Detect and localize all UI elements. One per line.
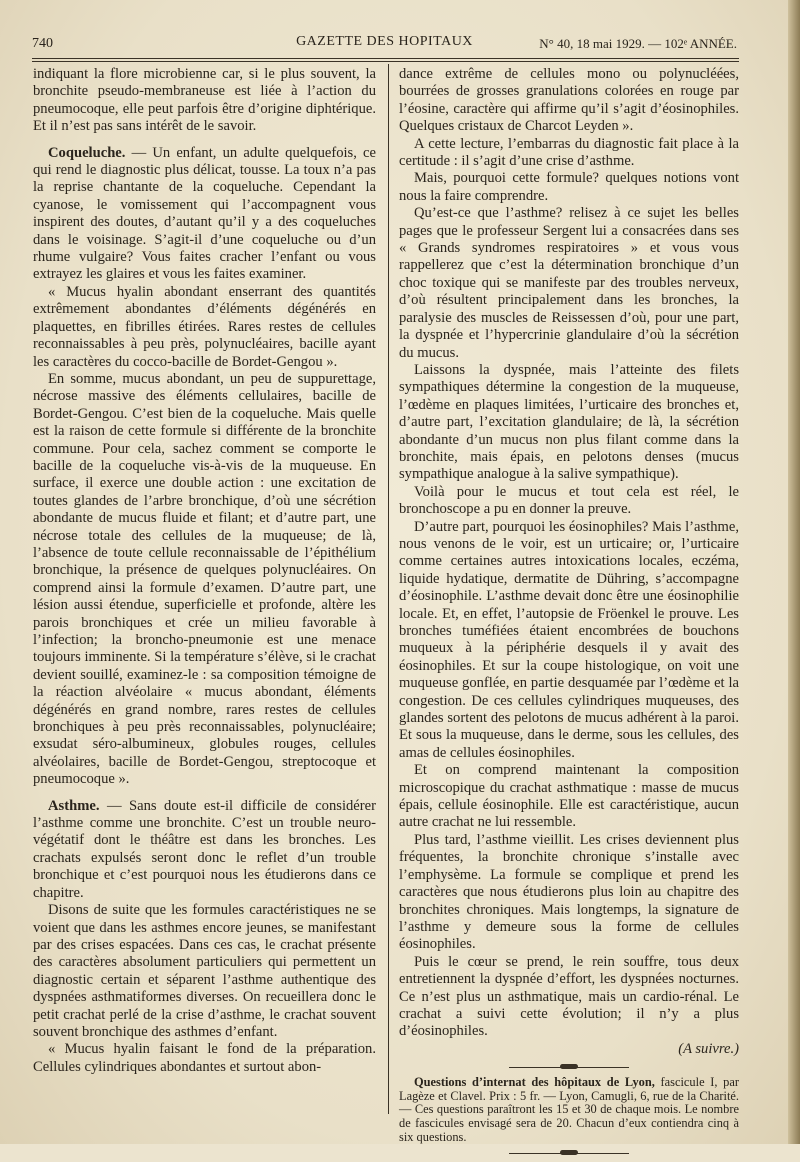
journal-title: GAZETTE DES HOPITAUX	[296, 34, 473, 49]
page-edge	[788, 0, 800, 1144]
paragraph: Laissons la dyspnée, mais l’atteinte des filets sympathiques détermine la congestion de la muqueuse, l’œdème en plaques limitées, l’urticaire des bronches et, d’autre part, l’excitation glandulaire; de là, la sécrétion abondante d’un mucus non plus filant comme dans la bronchite, mais épais, en pelotons denses (mucus sympathique analogue à la salive sympathique).	[399, 361, 739, 483]
paragraph: A cette lecture, l’embarras du diagnostic fait place à la certitude : il s’agit d’une crise d’asthme.	[399, 135, 739, 170]
paragraph: Plus tard, l’asthme vieillit. Les crises deviennent plus fréquentes, la bronchite chronique s’installe avec l’emphysème. La formule se complique et prend les caractères que nous étudierons plus loin au chapitre des bronchites chroniques. Mais longtemps, la signature de l’asthme y demeure sous la forme de cellules éosinophiles.	[399, 831, 739, 953]
section-heading-coqueluche: Coqueluche.	[48, 144, 126, 161]
ornament-icon	[560, 1150, 578, 1155]
paragraph: En somme, mucus abondant, un peu de suppurettage, nécrose massive des éléments cellulaires, bacille de Bordet-Gengou. C’est bien de la coqueluche. Mais quelle est la raison de cette formule si différente de la bronchite commune. Pour cela, sachez comment se comporte le bacille de la coqueluche vis-à-vis de la muqueuse. En surface, il exerce une double action : une excitation de toutes glandes de l’arbre bronchique, d’où une sécrétion abondante de mucus fluide et filant; et d’autre part, une nécrose totale des cellules de la muqueuse; de là, l’absence de toute cellule reconnaissable de l’épithélium bronchique, la présence de quelques polynucléaires. On comprend ainsi la formule d’examen. D’autre part, une lésion aussi étendue, superficielle et profonde, altère les parois bronchiques et crée un milieu favorable à l’infection; la broncho-pneumonie est une menace toujours imminente. Si la température s’élève, si le crachat devient souillé, examinez-le : sa composition témoigne de la réaction alvéolaire « mucus abondant, éléments dégénérés en grand nombre, rares restes de cellules bronchiques à peu près reconnaissables, polynucléaire; exsudat séro-albumineux, globules rouges, cellules alvéolaires, bacille de Bordet-Gengou, streptocoque et pneumocoque ».	[33, 370, 376, 788]
paragraph: indiquant la flore microbienne car, si le plus souvent, la bronchite pseudo-membraneuse est liée à l’action du pneumocoque, elle peut parfois être d’origine diphtérique. Et il n’est pas sans intérêt de le savoir.	[33, 66, 376, 135]
bibliographic-notice	[399, 1076, 739, 1144]
paragraph: « Mucus hyalin abondant enserrant des quantités extrêmement abondantes d’éléments dégénérés en plaquettes, en fibrilles étirées. Rares restes de cellules reconnaissables à peu près, polynucléaires, bacille ayant les caractères du cocco-bacille de Bordet-Gengou ».	[33, 283, 376, 370]
paragraph: Disons de suite que les formules caractéristiques ne se voient que dans les asthmes encore jeunes, se manifestant par des crises espacées. Dans ces cas, le crachat présente des caractères absolument particuliers qui permettent un diagnostic certain et séparent l’asthme authentique des dyspnées asthmatiformes diverses. On recueillera donc le petit crachat perlé de la crise d’asthme, le crachat souvent souvent bronchique des asthmes d’enfant.	[33, 902, 376, 1040]
ornament-divider	[509, 1064, 629, 1070]
to-follow-note: (A suivre.)	[678, 1040, 739, 1057]
paragraph: Qu’est-ce que l’asthme? relisez à ce sujet les belles pages que le professeur Sergent lui a consacrées dans ses « Grands syndromes respiratoires » et vous vous rappellerez que c’est la détermination bronchique d’un choc toxique qui se manifeste par des troubles nerveux, d’où résultent principalement dans les bronches, la paralysie des muscles de Reissessen d’où, pour une part, la dyspnée et l’hypercrinie glandulaire d’où la sécrétion du mucus.	[399, 205, 739, 361]
paragraph-coqueluche	[33, 145, 376, 284]
paragraph-asthme	[33, 798, 376, 902]
issue-info: N° 40, 18 mai 1929. — 102ᵉ ANNÉE.	[539, 36, 737, 51]
paragraph: Mais, pourquoi cette formule? quelques notions vont nous la faire comprendre.	[399, 170, 739, 204]
paragraph: D’autre part, pourquoi les éosinophiles? Mais l’asthme, nous venons de le voir, est un urticaire; or, l’urticaire comme certaines autres intoxications locales, eczéma, liquide hydatique, dermatite de Dühring, s’accompagne d’éosinophile. L’asthme devait donc être une éosinophilie locale. Et, en effet, l’autopsie de Fröenkel le prouve. Les bronches tuméfiées étaient encombrées de bouchons muqueux à la périphérie desquels il y avait des éosinophiles. Et sur la coupe histologique, on voit une muqueuse gonflée, en partie desquamée par l’œdème et la congestion. De ces cellules cylindriques muqueuses, des glandes sortent des pelotons de mucus adhérent à la paroi. Et sous la muqueuse, dans le derme, sous les cellules, des amas de cellules éosinophiles.	[399, 518, 739, 761]
section-heading-asthme: Asthme.	[48, 797, 100, 814]
paragraph: Puis le cœur se prend, le rein souffre, tous deux entretiennent la dyspnée d’effort, les dyspnées nocturnes. Ce n’est plus un asthmatique, mais un cardio-rénal. Le crachat a suivi cette évolution; il n’y a plus d’éosinophiles.	[399, 953, 739, 1040]
paragraph: dance extrême de cellules mono ou polynucléées, bourrées de grosses granulations colorées en rouge par l’éosine, caractère qui affirme qu’il s’agit d’éosinophiles. Quelques cristaux de Charcot Leyden ».	[399, 66, 739, 135]
paragraph: Et on comprend maintenant la composition microscopique du crachat asthmatique : masse de mucus épais, cellule éosinophile. Elle est caractéristique, aucun autre crachat ne lui ressemble.	[399, 762, 739, 831]
ornament-divider-bottom	[509, 1150, 629, 1156]
ornament-icon	[560, 1064, 578, 1069]
column-divider	[388, 64, 389, 1114]
paragraph-text: — Sans doute est-il difficile de considérer l’asthme comme une bronchite. C’est un trouble neuro-végétatif dont le théâtre est dans les bronches. Les crachats expulsés seront donc le reflet d’un trouble bronchique et c’est pourquoi nous les étudierons dans ce chapitre.	[33, 797, 376, 901]
left-column	[33, 66, 376, 1076]
notice-text: fascicule I, par Lagèze et Clavel. Prix : 5 fr. — Lyon, Camugli, 6, rue de la Charité. — Ces questions paraîtront les 15 et 30 de chaque mois. Le nombre de fascicules envisagé sera de 20. Chacun d’eux contiendra cinq à six questions.	[399, 1075, 739, 1144]
running-header	[32, 30, 737, 54]
paragraph-text: — Un enfant, un adulte quelquefois, ce qui rend le diagnostic plus délicat, tousse. La toux n’a pas la reprise chantante de la coqueluche. Cependant la cyanose, le vomissement qui l’accompagnent vous inspirent des doutes, d’autant qu’il y a des coqueluches dans le voisinage. S’agit-il d’une coqueluche ou d’un rhume vulgaire? Vous faites cracher l’enfant ou vous extrayez les glaires et vous les faites examiner.	[33, 144, 376, 283]
paragraph: Voilà pour le mucus et tout cela est réel, le bronchoscope a pu en donner la preuve.	[399, 483, 739, 518]
paragraph: « Mucus hyalin faisant le fond de la préparation. Cellules cylindriques abondantes et surtout abon-	[33, 1041, 376, 1075]
notice-heading: Questions d’internat des hôpitaux de Lyon,	[414, 1075, 655, 1090]
right-column	[399, 66, 739, 1162]
header-rule	[32, 58, 739, 59]
header-rule-2	[32, 61, 739, 62]
page-number: 740	[32, 36, 53, 51]
